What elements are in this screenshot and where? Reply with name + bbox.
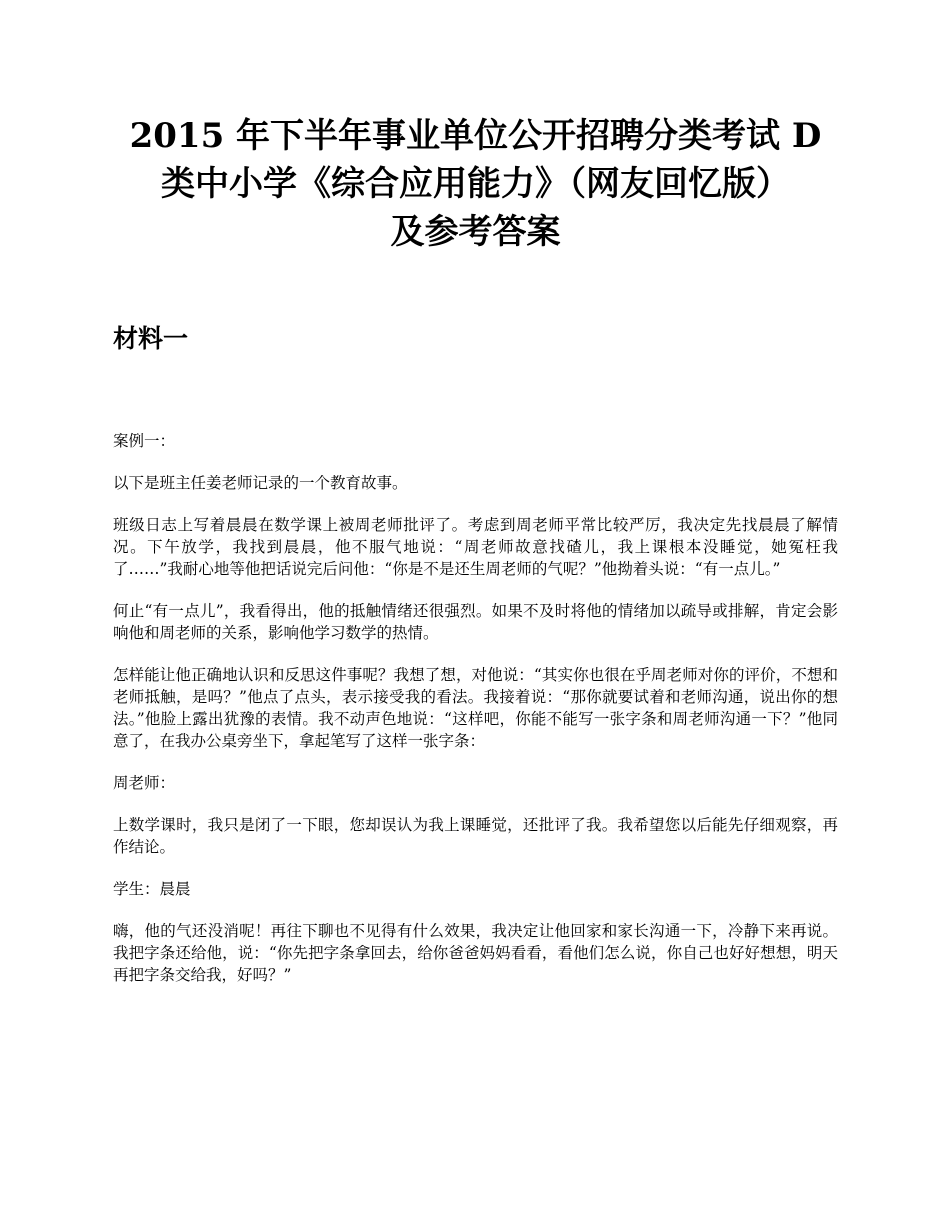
note-signature: 学生：晨晨: [113, 880, 191, 898]
body-paragraph: 怎样能让他正确地认识和反思这件事呢？我想了想，对他说：“其实你也很在乎周老师对你的评价，不想和老师抵触，是吗？”他点了点头，表示接受我的看法。我接着说：“那你就要试着和老师沟通，说出你的想法。”他脸上露出犹豫的表情。我不动声色地说：“这样吧，你能不能写一张字条和周老师沟通一下？”他同意了，在我办公桌旁坐下，拿起笔写了这样一张字条：: [113, 666, 838, 750]
intro-paragraph: 以下是班主任姜老师记录的一个教育故事。: [113, 474, 408, 492]
title-line-1: 2015 年下半年事业单位公开招聘分类考试 D: [129, 116, 822, 156]
document-title: [113, 112, 838, 256]
section-heading: 材料一: [113, 324, 189, 353]
case-label: 案例一：: [113, 432, 176, 450]
case-content: [113, 430, 838, 986]
body-paragraph: 班级日志上写着晨晨在数学课上被周老师批评了。考虑到周老师平常比较严厉，我决定先找晨晨了解情况。下午放学，我找到晨晨，他不服气地说：“周老师故意找碴儿，我上课根本没睡觉，她冤枉我了……”我耐心地等他把话说完后问他：“你是不是还生周老师的气呢？”他拗着头说：“有一点儿。”: [113, 516, 838, 578]
note-salutation: 周老师：: [113, 774, 176, 792]
body-paragraph: 何止“有一点儿”，我看得出，他的抵触情绪还很强烈。如果不及时将他的情绪加以疏导或排解，肯定会影响他和周老师的关系，影响他学习数学的热情。: [113, 602, 838, 642]
body-paragraph: 嗨，他的气还没消呢！再往下聊也不见得有什么效果，我决定让他回家和家长沟通一下，冷静下来再说。我把字条还给他，说：“你先把字条拿回去，给你爸爸妈妈看看，看他们怎么说，你自己也好好想想，明天再把字条交给我，好吗？”: [113, 922, 838, 984]
title-line-2: 类中小学《综合应用能力》（网友回忆版）: [161, 164, 790, 204]
title-line-3: 及参考答案: [390, 212, 561, 252]
note-body: 上数学课时，我只是闭了一下眼，您却误认为我上课睡觉，还批评了我。我希望您以后能先仔细观察，再作结论。: [113, 816, 838, 856]
